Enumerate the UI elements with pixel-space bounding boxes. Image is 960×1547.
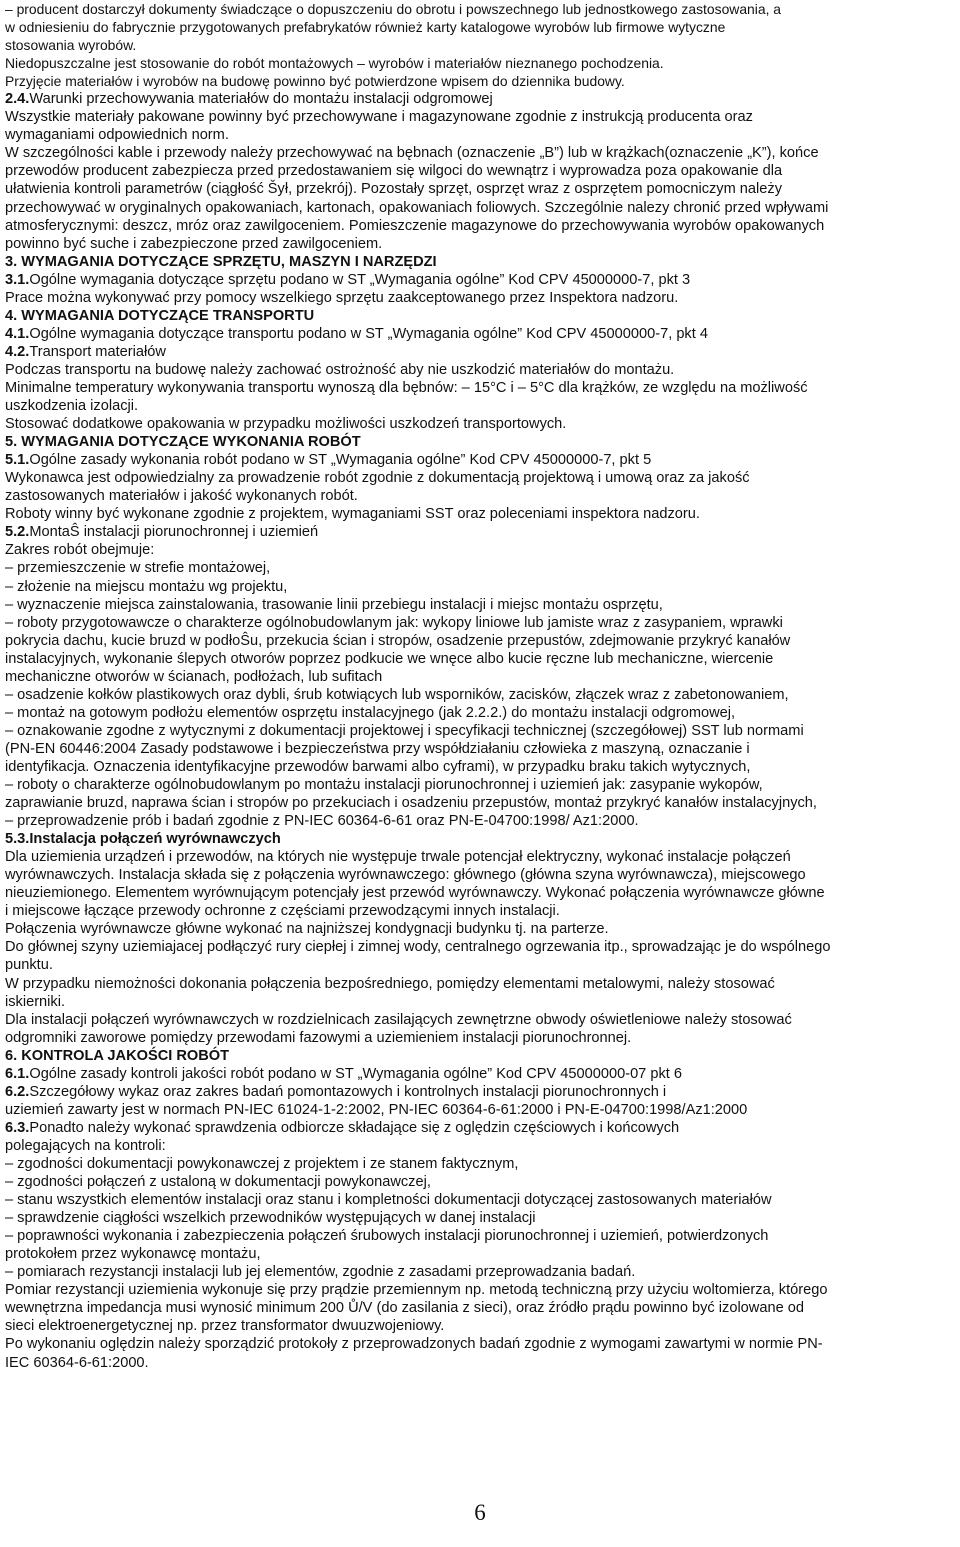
line-text: 5. WYMAGANIA DOTYCZĄCE WYKONANIA ROBÓT	[5, 434, 361, 451]
line-text: uziemień zawarty jest w normach PN-IEC 61024-1-2:2002, PN-IEC 60364-6-61:2000 i PN-E-04700:1998/Az1:2000	[5, 1101, 748, 1118]
text-line	[5, 1227, 953, 1245]
line-text: iskierniki.	[5, 993, 66, 1010]
text-line	[5, 993, 953, 1011]
text-line	[5, 1335, 953, 1353]
line-text: W szczególności kable i przewody należy przechowywać na bębnach (oznaczenie „B”) lub w krążkach(oznaczenie „K”), końce	[5, 145, 819, 162]
section-heading	[5, 830, 953, 848]
line-text: – osadzenie kołków plastikowych oraz dybli, śrub kotwiących lub wsporników, zacisków, złączek wraz z zabetonowaniem,	[5, 686, 789, 703]
text-line	[5, 704, 953, 722]
text-line	[5, 379, 953, 397]
line-text: IEC 60364-6-61:2000.	[5, 1354, 149, 1371]
text-line	[5, 956, 953, 974]
text-line	[5, 36, 953, 54]
text-line	[5, 1011, 953, 1029]
text-line	[5, 920, 953, 938]
line-text: Do głównej szyny uziemiajacej podłączyć rury ciepłej i zimnej wody, centralnego ogrzewania itp., sprowadzając je do wspólnego	[5, 939, 831, 956]
text-line	[5, 541, 953, 559]
text-line	[5, 686, 953, 704]
text-line	[5, 397, 953, 415]
line-text: Połączenia wyrównawcze główne wykonać na najniższej kondygnacji budynku tj. na parterze.	[5, 921, 609, 938]
line-text: nieuziemionego. Elementem wyrównującym potencjały jest przewód wyrównawczy. Wykonać połączenia wyrównawcze główne	[5, 885, 825, 902]
line-text: 3. WYMAGANIA DOTYCZĄCE SPRZĘTU, MASZYN I NARZĘDZI	[5, 253, 437, 270]
line-text: 6. KONTROLA JAKOŚCI ROBÓT	[5, 1047, 230, 1064]
line-text: Ogólne wymagania dotyczące transportu podano w ST „Wymagania ogólne” Kod CPV 45000000-7, pkt 4	[29, 325, 708, 342]
line-text: Szczegółowy wykaz oraz zakres badań pomontazowych i kontrolnych instalacji piorunochronnych i	[29, 1083, 667, 1100]
text-line	[5, 884, 953, 902]
text-line	[5, 505, 953, 523]
line-text: i miejscowe łączące przewody ochronne z częściami przewodzącymi innych instalacji.	[5, 903, 560, 920]
line-text: Wykonawca jest odpowiedzialny za prowadzenie robót zgodnie z dokumentacją projektową i umową oraz za jakość	[5, 470, 750, 487]
line-text: Niedopuszczalne jest stosowanie do robót montażowych – wyrobów i materiałów nieznanego pochodzenia.	[5, 55, 664, 72]
text-line	[5, 126, 953, 144]
line-text: Minimalne temperatury wykonywania transportu wynoszą dla bębnów: – 15°C i – 5°C dla krążków, ze względu na możliwość	[5, 379, 808, 396]
line-text: – sprawdzenie ciągłości wszelkich przewodników występujących w danej instalacji	[5, 1210, 536, 1227]
line-text: Stosować dodatkowe opakowania w przypadku możliwości uszkodzeń transportowych.	[5, 416, 567, 433]
line-text: Ponadto należy wykonać sprawdzenia odbiorcze składające się z oględzin częściowych i końcowych	[29, 1119, 680, 1136]
section-heading	[5, 1047, 953, 1065]
line-text: instalacyjnych, wykonanie ślepych otworów poprzez podkucie we wnęce albo kucie ręczne lub mechaniczne, wiercenie	[5, 650, 774, 667]
section-heading	[5, 253, 953, 271]
line-text: zastosowanych materiałów i jakość wykonanych robót.	[5, 488, 358, 505]
line-text: Warunki przechowywania materiałów do montażu instalacji odgromowej	[29, 91, 493, 108]
text-line	[5, 866, 953, 884]
line-text: – roboty o charakterze ogólnobudowlanym po montażu instalacji piorunochronnej i uziemień jak: zasypanie wykopów,	[5, 777, 763, 794]
text-line	[5, 54, 953, 72]
text-line	[5, 1299, 953, 1317]
line-text: protokołem przez wykonawcę montażu,	[5, 1246, 261, 1263]
text-line	[5, 1065, 953, 1083]
line-text: mechaniczne otworów w ścianach, podłożach, lub sufitach	[5, 668, 383, 685]
section-number: 5.2.	[5, 524, 30, 541]
text-line	[5, 415, 953, 433]
text-line	[5, 758, 953, 776]
text-line	[5, 938, 953, 956]
line-text: – zgodności połączeń z ustaloną w dokumentacji powykonawczej,	[5, 1174, 431, 1191]
text-line	[5, 740, 953, 758]
line-text: sieci elektroenergetycznej np. przez transformator dwuuzwojeniowy.	[5, 1318, 445, 1335]
line-text: ułatwienia kontroli parametrów (ciągłość Šył, przekrój). Pozostały sprzęt, osprzęt wraz z osprzętem pomocniczym należy	[5, 181, 782, 198]
text-line	[5, 1281, 953, 1299]
line-text: Ogólne zasady wykonania robót podano w ST „Wymagania ogólne” Kod CPV 45000000-7, pkt 5	[29, 452, 652, 469]
line-text: polegających na kontroli:	[5, 1137, 166, 1154]
line-text: odgromniki zaworowe pomiędzy przewodami fazowymi a uziemieniem instalacji piorunochronnej.	[5, 1029, 632, 1046]
line-text: MontaŜ instalacji piorunochronnej i uziemień	[29, 524, 319, 541]
text-line	[5, 1209, 953, 1227]
text-line	[5, 650, 953, 668]
text-line	[5, 289, 953, 307]
line-text: w odniesieniu do fabrycznie przygotowanych prefabrykatów również karty katalogowe wyrobów lub firmowe wytyczne	[5, 19, 726, 36]
line-text: Roboty winny być wykonane zgodnie z projektem, wymaganiami SST oraz poleceniami inspektora nadzoru.	[5, 506, 700, 523]
line-text: – poprawności wykonania i zabezpieczenia połączeń śrubowych instalacji piorunochronnej i uziemień, potwierdzonych	[5, 1228, 769, 1245]
line-text: – pomiarach rezystancji instalacji lub jej elementów, zgodnie z zasadami przeprowadzania badań.	[5, 1264, 636, 1281]
text-line	[5, 90, 953, 108]
text-line	[5, 1155, 953, 1173]
text-line	[5, 1354, 953, 1372]
section-number: 6.2.	[5, 1083, 30, 1100]
line-text: Zakres robót obejmuje:	[5, 542, 155, 559]
text-line	[5, 343, 953, 361]
text-line	[5, 1083, 953, 1101]
line-text: – złożenie na miejscu montażu wg projektu,	[5, 578, 288, 595]
text-line	[5, 72, 953, 90]
line-text: Ogólne zasady kontroli jakości robót podano w ST „Wymagania ogólne” Kod CPV 45000000-07 pkt 6	[29, 1065, 682, 1082]
line-text: – zgodności dokumentacji powykonawczej z projektem i ze stanem faktycznym,	[5, 1156, 519, 1172]
line-text: (PN-EN 60446:2004 Zasady podstawowe i bezpieczeństwa przy współdziałaniu człowieka z maszyną, oznaczanie i	[5, 740, 750, 757]
text-line	[5, 848, 953, 866]
text-line	[5, 0, 953, 18]
line-text: – wyznaczenie miejsca zainstalowania, trasowanie linii przebiegu instalacji i miejsc montażu osprzętu,	[5, 596, 663, 613]
text-line	[5, 812, 953, 830]
line-text: W przypadku niemożności dokonania połączenia bezpośredniego, pomiędzy elementami metalowymi, należy stosować	[5, 975, 775, 992]
text-line	[5, 235, 953, 253]
line-text: pokrycia dachu, kucie bruzd w podłoŜu, przekucia ścian i stropów, osadzenie przepustów, zdejmowanie przykryć kanałów	[5, 632, 791, 649]
text-line	[5, 1317, 953, 1335]
text-line	[5, 1137, 953, 1155]
line-text: Przyjęcie materiałów i wyrobów na budowę powinno być potwierdzone wpisem do dziennika budowy.	[5, 73, 625, 90]
text-line	[5, 325, 953, 343]
text-line	[5, 1191, 953, 1209]
text-line	[5, 722, 953, 740]
section-number: 5.1.	[5, 452, 30, 469]
line-text: – przeprowadzenie prób i badań zgodnie z PN-IEC 60364-6-61 oraz PN-E-04700:1998/ Az1:2000.	[5, 813, 639, 830]
text-line	[5, 776, 953, 794]
line-text: 5.3.Instalacja połączeń wyrównawczych	[5, 831, 281, 848]
line-text: Dla uziemienia urządzeń i przewodów, na których nie występuje trwale potencjał elektryczny, wykonać instalacje połączeń	[5, 849, 791, 866]
line-text: – przemieszczenie w strefie montażowej,	[5, 560, 271, 577]
text-line	[5, 1101, 953, 1119]
line-text: wyrównawczych. Instalacja składa się z połączenia wyrównawczego: głównego (główna szyna wyrównawcza), miejscowego	[5, 867, 806, 884]
line-text: Ogólne wymagania dotyczące sprzętu podano w ST „Wymagania ogólne” Kod CPV 45000000-7, pkt 3	[29, 271, 691, 288]
line-text: punktu.	[5, 957, 53, 974]
line-text: – montaż na gotowym podłożu elementów osprzętu instalacyjnego (jak 2.2.2.) do montażu instalacji odgromowej,	[5, 704, 736, 721]
text-line	[5, 614, 953, 632]
line-text: Podczas transportu na budowę należy zachować ostrożność aby nie uszkodzić materiałów do montażu.	[5, 361, 675, 378]
text-line	[5, 1029, 953, 1047]
text-line	[5, 18, 953, 36]
text-line	[5, 1263, 953, 1281]
line-text: – roboty przygotowawcze o charakterze ogólnobudowlanym jak: wykopy liniowe lub jamiste wraz z zasypaniem, wprawki	[5, 614, 783, 631]
line-text: – stanu wszystkich elementów instalacji oraz stanu i kompletności dokumentacji dotyczącej zastosowanych materiałów	[5, 1192, 772, 1209]
section-number: 3.1.	[5, 271, 30, 288]
text-line	[5, 271, 953, 289]
text-line	[5, 596, 953, 614]
line-text: stosowania wyrobów.	[5, 37, 137, 54]
line-text: Wszystkie materiały pakowane powinny być przechowywane i magazynowane zgodnie z instrukcją producenta oraz	[5, 109, 753, 126]
document-body	[5, 0, 953, 1372]
text-line	[5, 668, 953, 686]
section-heading	[5, 433, 953, 451]
line-text: atmosferycznymi: deszcz, mróz oraz zawilgoceniem. Pomieszczenie magazynowe do przechowywania wyrobów opakowanych	[5, 217, 825, 234]
page-number: 6	[474, 1500, 486, 1525]
text-line	[5, 559, 953, 577]
text-line	[5, 361, 953, 379]
text-line	[5, 1173, 953, 1191]
line-text: Po wykonaniu oględzin należy sporządzić protokoły z przeprowadzonych badań zgodnie z wymogami zawartymi w normie PN-	[5, 1336, 823, 1353]
line-text: – oznakowanie zgodne z wytycznymi z dokumentacji projektowej i specyfikacji technicznej (szczegółowej) SST lub normami	[5, 722, 804, 739]
line-text: Prace można wykonywać przy pomocy wszelkiego sprzętu zaakceptowanego przez Inspektora nadzoru.	[5, 289, 679, 306]
section-number: 4.2.	[5, 343, 30, 360]
text-line	[5, 1119, 953, 1137]
text-line	[5, 199, 953, 217]
line-text: Pomiar rezystancji uziemienia wykonuje się przy prądzie przemiennym np. metodą techniczną przy użyciu woltomierza, którego	[5, 1282, 828, 1299]
text-line	[5, 469, 953, 487]
line-text: powinno być suche i zabezpieczone przed zawilgoceniem.	[5, 235, 383, 252]
text-line	[5, 217, 953, 235]
text-line	[5, 487, 953, 505]
text-line	[5, 902, 953, 920]
section-heading	[5, 307, 953, 325]
line-text: 4. WYMAGANIA DOTYCZĄCE TRANSPORTU	[5, 307, 315, 324]
line-text: zaprawianie bruzd, naprawa ścian i stropów po przekuciach i osadzeniu przepustów, montaż przykryć kanałów instalacyjnych,	[5, 795, 817, 812]
text-line	[5, 975, 953, 993]
text-line	[5, 794, 953, 812]
section-number: 6.1.	[5, 1065, 30, 1082]
line-text: uszkodzenia izolacji.	[5, 398, 139, 415]
line-text: wewnętrzna impedancja musi wynosić minimum 200 Ů/V (do zasilania z sieci), oraz źródło prądu powinno być izolowane od	[5, 1300, 804, 1317]
text-line	[5, 108, 953, 126]
line-text: – producent dostarczył dokumenty świadczące o dopuszczeniu do obrotu i powszechnego lub jednostkowego zastosowania, a	[5, 1, 782, 17]
line-text: przewodów producent zabezpiecza przed przedostawaniem się wilgoci do wewnątrz i wyprowadza poza opakowanie dla	[5, 163, 783, 180]
text-line	[5, 162, 953, 180]
text-line	[5, 180, 953, 198]
line-text: przechowywać w oryginalnych opakowaniach, kartonach, opakowaniach foliowych. Szczególnie nalezy chronić przed wpływami	[5, 199, 829, 216]
section-number: 4.1.	[5, 325, 30, 342]
text-line	[5, 523, 953, 541]
text-line	[5, 144, 953, 162]
section-number: 2.4.	[5, 91, 30, 108]
line-text: wymaganiami odpowiednich norm.	[5, 127, 229, 144]
section-number: 6.3.	[5, 1119, 30, 1136]
text-line	[5, 578, 953, 596]
line-text: identyfikacja. Oznaczenia identyfikacyjne przewodów barwami albo cyframi), w przypadku braku takich wytycznych,	[5, 758, 751, 775]
text-line	[5, 1245, 953, 1263]
text-line	[5, 451, 953, 469]
line-text: Transport materiałów	[29, 343, 166, 360]
line-text: Dla instalacji połączeń wyrównawczych w rozdzielnicach zasilających zewnętrzne obwody oświetleniowe należy stosować	[5, 1011, 792, 1028]
text-line	[5, 632, 953, 650]
